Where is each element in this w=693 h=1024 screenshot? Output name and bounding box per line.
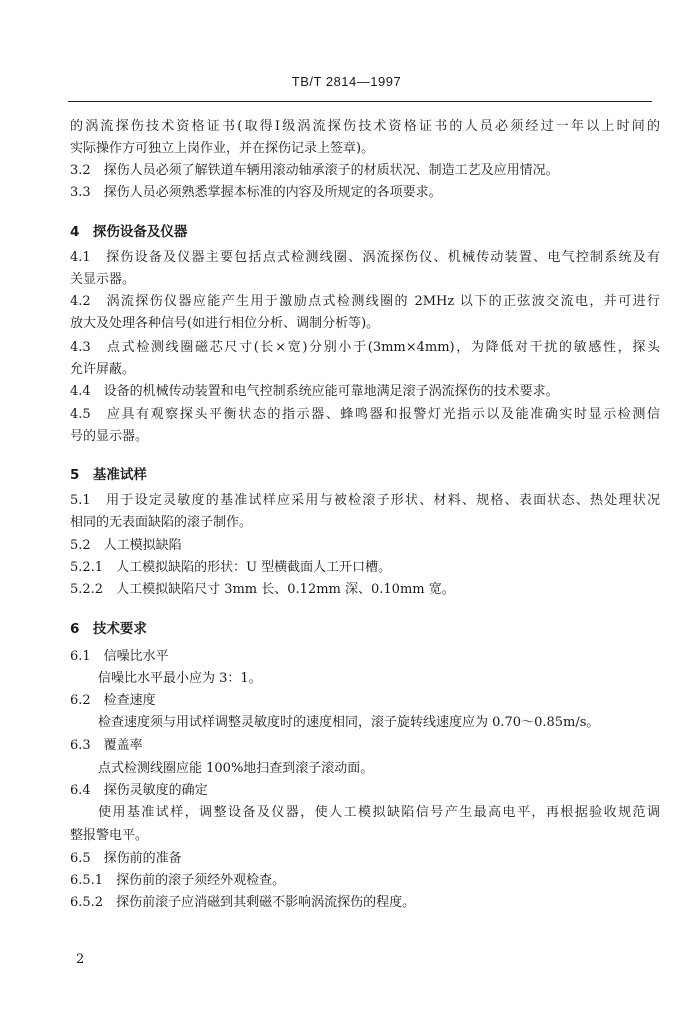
document-header: TB/T 2814—1997 [291, 74, 402, 89]
clause-6-5-2: 6.5.2 探伤前滚子应消磁到其剩磁不影响涡流探伤的程度。 [70, 895, 416, 910]
clause-4-2: 4.2 涡流探伤仪器应能产生用于激励点式检测线圈的 2MHz 以下的正弦波交流电，并可进行 [70, 294, 660, 309]
clause-4-1: 4.1 探伤设备及仪器主要包括点式检测线圈、涡流探伤仪、机械传动装置、电气控制系统及有 [70, 250, 660, 265]
section-6-heading: 6 技术要求 [70, 621, 147, 637]
body-line: 允许屏蔽。 [70, 362, 136, 377]
clause-5-2-2: 5.2.2 人工模拟缺陷尺寸 3mm 长、0.12mm 深、0.10mm 宽。 [70, 582, 455, 597]
body-line: 点式检测线圈应能 100%地扫查到滚子滚动面。 [98, 761, 374, 776]
header-rule [68, 101, 652, 102]
clause-3-2: 3.2 探伤人员必须了解铁道车辆用滚动轴承滚子的材质状况、制造工艺及应用情况。 [70, 163, 559, 178]
body-line: 整报警电平。 [70, 828, 149, 843]
clause-6-3: 6.3 覆盖率 [70, 738, 143, 753]
body-line: 关显示器。 [70, 272, 136, 287]
clause-3-3: 3.3 探伤人员必须熟悉掌握本标准的内容及所规定的各项要求。 [70, 185, 442, 200]
page-number: 2 [76, 952, 85, 967]
clause-5-2: 5.2 人工模拟缺陷 [70, 538, 182, 553]
body-line: 使用基准试样，调整设备及仪器，使人工模拟缺陷信号产生最高电平，再根据验收规范调 [98, 805, 660, 820]
clause-6-1: 6.1 信噪比水平 [70, 649, 169, 664]
clause-6-4: 6.4 探伤灵敏度的确定 [70, 783, 208, 798]
body-line: 实际操作方可独立上岗作业，并在探伤记录上签章)。 [70, 141, 375, 156]
clause-4-4: 4.4 设备的机械传动装置和电气控制系统应能可靠地满足滚子涡流探伤的技术要求。 [70, 384, 559, 399]
body-line: 号的显示器。 [70, 429, 149, 444]
section-5-heading: 5 基准试样 [70, 467, 147, 483]
body-line: 信噪比水平最小应为 3：1。 [98, 671, 262, 686]
clause-5-2-1: 5.2.1 人工模拟缺陷的形状：U 型横截面人工开口槽。 [70, 560, 392, 575]
clause-4-5: 4.5 应具有观察探头平衡状态的指示器、蜂鸣器和报警灯光指示以及能准确实时显示检测信 [70, 407, 660, 422]
body-line: 的涡流探伤技术资格证书(取得Ⅰ级涡流探伤技术资格证书的人员必须经过一年以上时间的 [70, 119, 660, 134]
clause-5-1: 5.1 用于设定灵敏度的基准试样应采用与被检滚子形状、材料、规格、表面状态、热处理状况 [70, 493, 660, 508]
clause-4-3: 4.3 点式检测线圈磁芯尺寸(长×宽)分别小于(3mm×4mm)，为降低对干扰的敏感性，探头 [70, 340, 660, 355]
body-line: 相同的无表面缺陷的滚子制作。 [70, 515, 253, 530]
clause-6-5: 6.5 探伤前的准备 [70, 851, 182, 866]
clause-6-5-1: 6.5.1 探伤前的滚子须经外观检查。 [70, 873, 286, 888]
body-line: 放大及处理各种信号(如进行相位分析、调制分析等)。 [70, 316, 380, 331]
clause-6-2: 6.2 检查速度 [70, 693, 156, 708]
section-4-heading: 4 探伤设备及仪器 [70, 224, 188, 240]
body-line: 检查速度须与用试样调整灵敏度时的速度相同，滚子旋转线速度应为 0.70～0.85m/s。 [98, 715, 600, 730]
